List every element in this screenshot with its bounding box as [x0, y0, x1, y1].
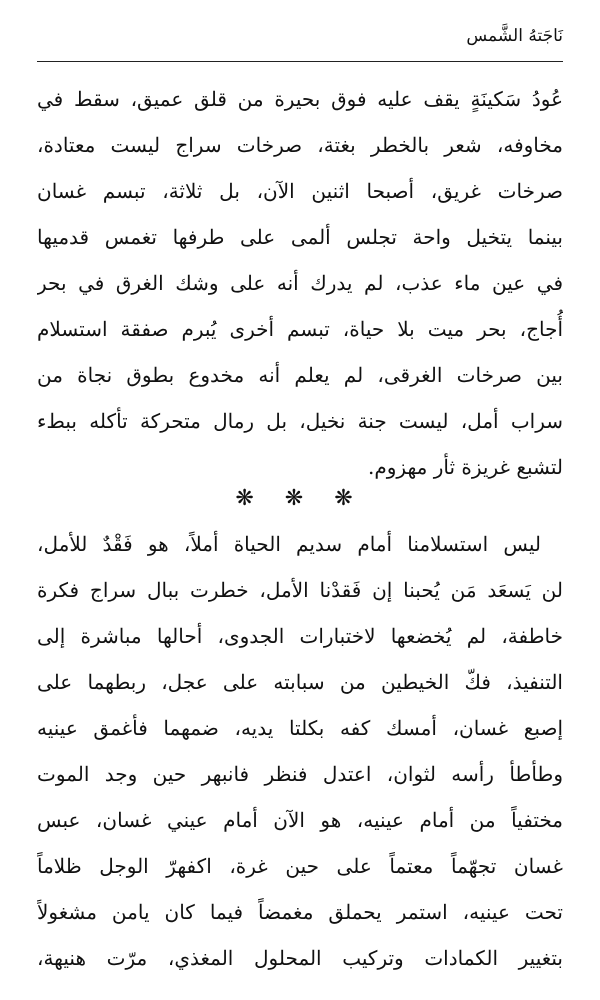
text-line: تحت عينيه، استمر يحملق مغمضاً فيما كان يامن مشغولاً	[37, 900, 563, 924]
section-separator: ❋ ❋ ❋	[235, 486, 365, 511]
paragraph-1	[37, 76, 563, 490]
text-line: مخاوفه، شعر بالخطر بغتة، صرخات سراج ليست معتادة،	[37, 133, 563, 157]
text-line: عُودُ سَكينَةٍ يقف عليه فوق بحيرة من قلق عميق، سقط في	[37, 87, 563, 111]
paragraph-2	[37, 521, 563, 981]
text-line: لن يَسعَد مَن يُحبنا إن فَقدْنا الأمل، خطرت ببال سراج فكرة	[37, 578, 563, 602]
text-line: وطأطأ رأسه لثوان، اعتدل فنظر فانبهر حين وجد الموت	[37, 762, 563, 786]
text-line: غسان تجهّماً معتماً على حين غرة، اكفهرّ الوجل ظلاماً	[37, 854, 563, 878]
running-header-title: نَاجَتهُ الشَّمس	[466, 26, 563, 46]
text-line: في عين ماء عذب، لم يدرك أنه على وشك الغرق في بحر	[37, 271, 563, 295]
text-line: التنفيذ، فكّ الخيطين من سبابته على عجل، ربطهما على	[37, 670, 563, 694]
text-line: بينما يتخيل واحة تجلس ألمى على طرفها تغمس قدميها	[37, 225, 563, 249]
header-divider	[37, 61, 563, 62]
text-line: صرخات غريق، أصبحا اثنين الآن، بل ثلاثة، تبسم غسان	[37, 179, 563, 203]
text-line: ليس استسلامنا أمام سديم الحياة أملاً، هو فَقْدٌ للأمل،	[37, 532, 541, 556]
text-line: بين صرخات الغرقى، لم يعلم أنه مخدوع بطوق نجاة من	[37, 363, 563, 387]
text-line: بتغيير الكمادات وتركيب المحلول المغذي، مرّت هنيهة،	[37, 946, 563, 970]
text-line: خاطفة، لم يُخضعها لاختبارات الجدوى، أحالها مباشرة إلى	[37, 624, 563, 648]
text-line: إصبع غسان، أمسك كفه بكلتا يديه، ضمهما فأغمق عينيه	[37, 716, 563, 740]
text-line: لتشبع غريزة ثأر مهزوم.	[368, 455, 563, 479]
text-line: سراب أمل، ليست جنة نخيل، بل رمال متحركة تأكله ببطء	[37, 409, 563, 433]
text-line: أُجاج، بحر ميت بلا حياة، تبسم أخرى يُبرم صفقة استسلام	[37, 317, 563, 341]
text-line: مختفياً من أمام عينيه، هو الآن أمام عيني غسان، عبس	[37, 808, 563, 832]
